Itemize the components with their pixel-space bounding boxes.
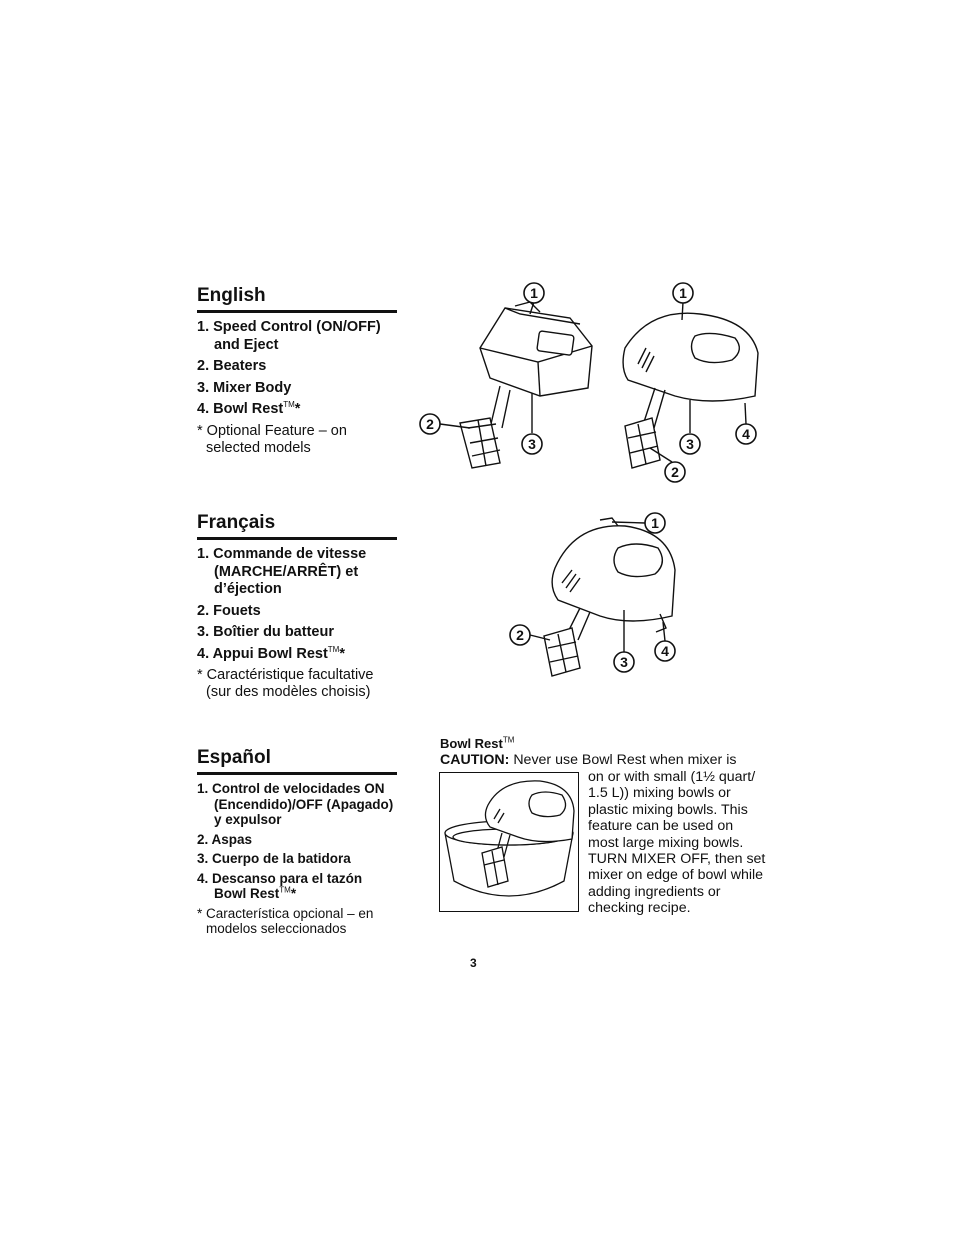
item-text: 4. Descanso para el tazón Bowl Rest <box>197 870 363 901</box>
caution-lead-text: Never use Bowl Rest when mixer is <box>513 752 737 769</box>
callout-1-right <box>673 283 693 303</box>
spanish-parts-list <box>197 781 397 902</box>
list-item <box>197 401 397 419</box>
english-note: * Optional Feature – on selected models <box>197 422 347 456</box>
caution-label: CAUTION: <box>440 752 510 769</box>
page-number: 3 <box>470 956 477 970</box>
svg-text:4: 4 <box>742 426 750 442</box>
english-section <box>197 285 397 457</box>
mixer-on-bowl-illustration <box>440 773 578 911</box>
mixer-diagram-middle <box>500 508 680 683</box>
svg-text:2: 2 <box>671 464 679 480</box>
list-item: 3. Boîtier du batteur <box>197 624 334 640</box>
svg-text:3: 3 <box>686 436 694 452</box>
list-item <box>197 646 397 664</box>
list-item: 1. Speed Control (ON/OFF) and Eject <box>197 319 381 353</box>
callout-3 <box>614 652 634 672</box>
callout-2-left <box>420 414 440 434</box>
mixer-diagram-top <box>410 278 770 488</box>
spanish-note: * Característica opcional – en modelos seleccionados <box>197 905 374 936</box>
svg-text:1: 1 <box>679 285 687 301</box>
list-item: 3. Mixer Body <box>197 379 292 396</box>
list-item <box>197 871 397 902</box>
item-text: 4. Bowl Rest <box>197 401 284 417</box>
callout-4-right <box>736 424 756 444</box>
callout-2-right <box>665 462 685 482</box>
svg-text:2: 2 <box>516 627 524 643</box>
french-section <box>197 512 397 701</box>
caution-body-text: on or with small (1½ quart/ 1.5 L)) mixing bowls or plastic mixing bowls. This feature can be used on most large mixing bowls. TURN MIXER OFF, then set mixer on edge of bowl while adding ingredients or checking recipe. <box>588 769 766 917</box>
spanish-section <box>197 747 397 937</box>
asterisk: * <box>290 886 297 901</box>
callout-1 <box>645 513 665 533</box>
english-parts-list <box>197 319 397 419</box>
list-item: 1. Control de velocidades ON (Encendido)/OFF (Apagado) y expulsor <box>197 781 394 827</box>
callout-3-right <box>680 434 700 454</box>
trademark: TM <box>279 885 291 895</box>
list-item: 2. Beaters <box>197 358 267 374</box>
bowl-rest-title-text: Bowl Rest <box>440 736 503 751</box>
svg-text:3: 3 <box>620 654 628 670</box>
list-item: 2. Aspas <box>197 831 253 847</box>
callout-3-left <box>522 434 542 454</box>
asterisk: * <box>294 401 301 417</box>
svg-text:2: 2 <box>426 416 434 432</box>
item-text: 4. Appui Bowl Rest <box>197 645 328 662</box>
trademark: TM <box>327 644 340 654</box>
bowl-rest-caution <box>440 736 770 769</box>
spanish-heading: Español <box>197 747 397 775</box>
bowl-rest-title <box>440 736 770 752</box>
svg-text:4: 4 <box>661 643 669 659</box>
caution-first-line <box>440 752 770 768</box>
svg-text:1: 1 <box>651 515 659 531</box>
list-item: 2. Fouets <box>197 602 261 619</box>
callout-4 <box>655 641 675 661</box>
list-item: 3. Cuerpo de la batidora <box>197 851 351 866</box>
callout-1-left <box>524 283 544 303</box>
bowl-rest-illustration-box <box>439 772 579 912</box>
asterisk: * <box>339 645 345 662</box>
french-parts-list <box>197 546 397 663</box>
french-heading: Français <box>197 512 397 540</box>
list-item: 1. Commande de vitesse (MARCHE/ARRÊT) et d’éjection <box>197 546 367 597</box>
svg-text:3: 3 <box>528 436 536 452</box>
french-note: * Caractéristique facultative (sur des modèles choisis) <box>197 667 374 700</box>
english-heading: English <box>197 285 397 313</box>
trademark: TM <box>283 400 295 410</box>
trademark: TM <box>502 735 515 745</box>
callout-2 <box>510 625 530 645</box>
svg-text:1: 1 <box>530 285 538 301</box>
